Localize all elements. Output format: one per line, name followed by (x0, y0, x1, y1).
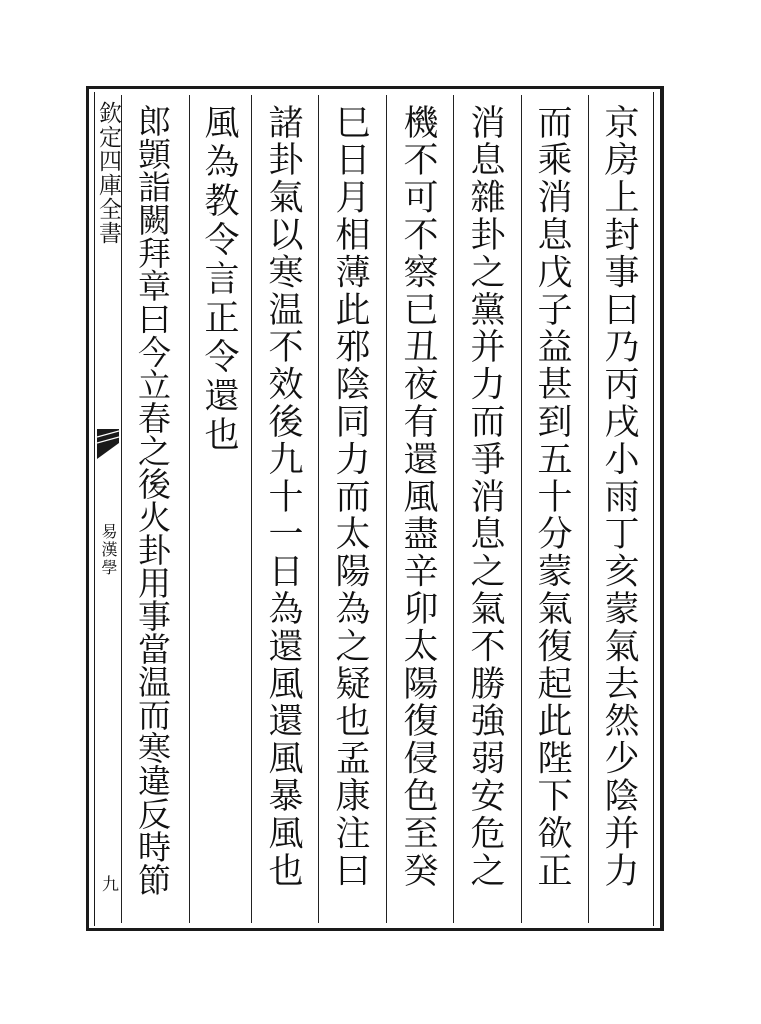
text-column-6: 諸卦氣以寒温不效後九十一日為還風還風暴風也 (263, 104, 303, 890)
column-divider (588, 95, 589, 923)
text-column-4: 機不可不察已丑夜有還風盡辛卯太陽復侵色至癸 (398, 104, 438, 890)
column-divider (318, 95, 319, 923)
column-divider (251, 95, 252, 923)
column-divider (121, 95, 122, 923)
text-column-1: 京房上封事曰乃丙戌小雨丁亥蒙氣去然少陰并力 (599, 104, 639, 890)
text-column-8: 郎顗詣闕拜章曰今立春之後火卦用事當温而寒違反時節 (133, 104, 172, 896)
column-divider (453, 95, 454, 923)
frame-right-border (660, 86, 664, 931)
fish-tail-mark-icon (97, 429, 119, 459)
frame-right-inner-border (653, 92, 654, 926)
frame-top-border (86, 86, 664, 89)
section-title: 易漢學 (99, 523, 118, 577)
page-number: 九 (98, 875, 118, 892)
column-divider (386, 95, 387, 923)
column-divider (521, 95, 522, 923)
frame-left-border (86, 86, 89, 931)
frame-bottom-border (86, 928, 664, 931)
margin-column (96, 95, 120, 923)
text-column-7: 風為教令言正令還也 (199, 104, 239, 455)
book-title: 欽定四庫全書 (95, 101, 121, 245)
text-column-3: 消息雜卦之黨并力而爭消息之氣不勝強弱安危之 (465, 104, 505, 890)
text-column-2: 而乘消息戊子益甚到五十分蒙氣復起此陛下欲正 (532, 104, 572, 890)
text-column-5: 巳日月相薄此邪陰同力而太陽為之疑也孟康注曰 (330, 104, 370, 890)
column-divider (189, 95, 190, 923)
